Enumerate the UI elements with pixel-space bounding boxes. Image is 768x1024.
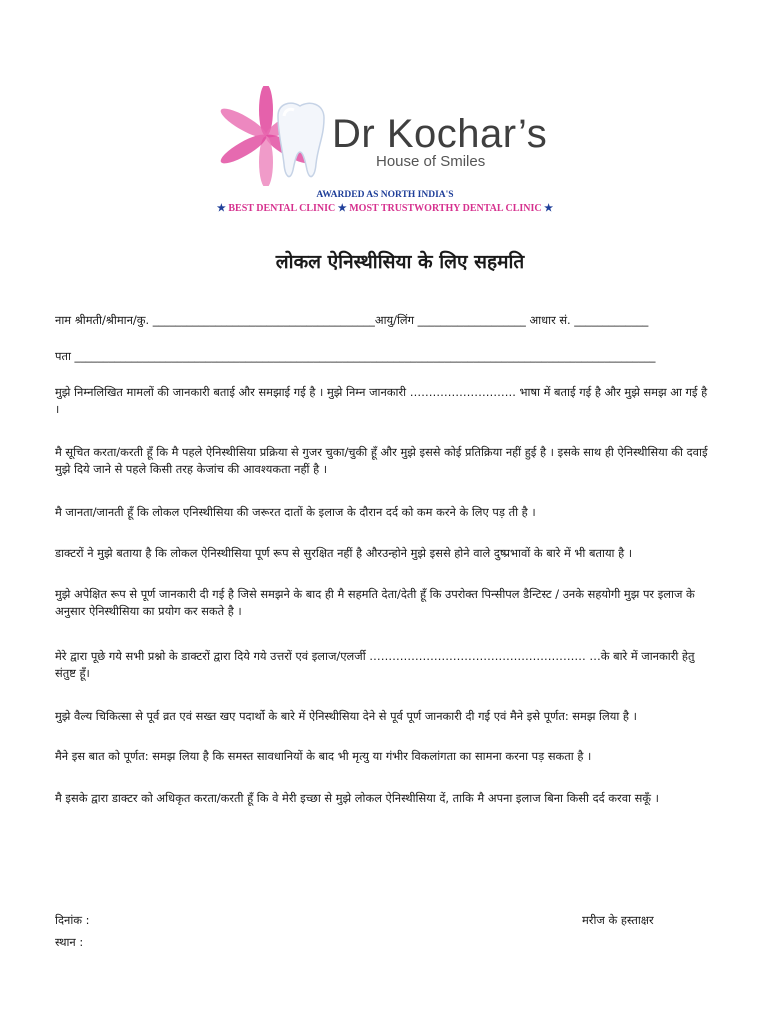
consent-paragraph-7: मुझे वैल्य चिकित्सा से पूर्व व्रत एवं सख्त खए पदार्थो के बारे में ऐनिस्थीसिया देने से पूर्व पूर्ण जानकारी दी गई एवं मैने इसे पूर्णत: समझ लिया है । [55,709,637,723]
form-title: लोकल ऐनिस्थीसिया के लिए सहमति [275,251,525,273]
star-icon: ★ [216,203,226,214]
address-field[interactable]: पता ______________________________________________________________________________________________________ [55,349,656,363]
consent-paragraph-6: मेरे द्वारा पूछे गये सभी प्रश्नो के डाक्टरों द्वारा दिये गये उत्तरों एवं इलाज/एलर्जी ………………………………………………… …के बारे में जानकारी हेतु संतुष्ट हूँ। [55,649,695,680]
clinic-logo [218,86,558,186]
award-trustworthy-clinic: MOST TRUSTWORTHY DENTAL CLINIC [349,203,542,214]
consent-paragraph-1: मुझे निम्नलिखित मामलों की जानकारी बताई और समझाई गई है । मुझे निम्न जानकारी ………………………. भाषा में बताई गई है और मुझे समझ आ गई है । [55,385,708,416]
place-label: स्थान : [55,935,84,949]
award-best-clinic: BEST DENTAL CLINIC [228,203,336,214]
clinic-tagline: House of Smiles [376,153,486,170]
consent-paragraph-9: मै इसके द्वारा डाक्टर को अधिकृत करता/करती हूँ कि वे मेरी इच्छा से मुझे लोकल ऐनिस्थीसिया दें, ताकि मै अपना इलाज बिना किसी दर्द करवा सकूँ । [55,791,659,805]
consent-paragraph-5: मुझे अपेक्षित रूप से पूर्ण जानकारी दी गई है जिसे समझने के बाद ही मै सहमति देता/देती हूँ कि उपरोक्त पिन्सीपल डैन्टिस्ट / उनके सहयोगी मुझ पर इलाज के अनुसार ऐनिस्थीसिया का प्रयोग कर सकते है । [55,587,695,618]
consent-paragraph-8: मैने इस बात को पूर्णत: समझ लिया है कि समस्त सावधानियों के बाद भी मृत्यु या गंभीर विकलांगता का सामना करना पड़ सकता है । [55,749,592,763]
flower-tooth-icon [218,86,333,186]
clinic-name: Dr Kochar’s [332,112,548,156]
star-icon: ★ [337,203,347,214]
date-label: दिनांक : [55,913,90,927]
patient-signature-label: मरीज के हस्ताक्षर [582,913,654,927]
consent-paragraph-2: मै सूचित करता/करती हूँ कि मै पहले ऐनिस्थीसिया प्रक्रिया से गुजर चुका/चुकी हूँ और मुझे इससे कोई प्रतिक्रिया नहीं हुई है । इसके साथ ही ऐनिस्थीसिया की दवाई मुझे दिये जाने से पहले किसी तरह केजांच की आवश्यकता नहीं है । [55,445,708,476]
consent-paragraph-3: मै जानता/जानती हूँ कि लोकल एनिस्थीसिया की जरूरत दातों के इलाज के दौरान दर्द को कम करने के लिए पड़ ती है । [55,505,536,519]
name-age-aadhaar-field[interactable]: नाम श्रीमती/श्रीमान/कु. _______________________________________आयु/लिंग ___________________ आधार सं. _____________ [55,313,649,327]
award-line: AWARDED AS NORTH INDIA'S [316,190,454,200]
star-icon: ★ [544,203,554,214]
consent-paragraph-4: डाक्टरों ने मुझे बताया है कि लोकल ऐनिस्थीसिया पूर्ण रूप से सुरक्षित नहीं है औरउन्होने मुझे इससे होने वाले दुष्प्रभावों के बारे में भी बताया है । [55,546,633,560]
award-titles [210,203,560,214]
